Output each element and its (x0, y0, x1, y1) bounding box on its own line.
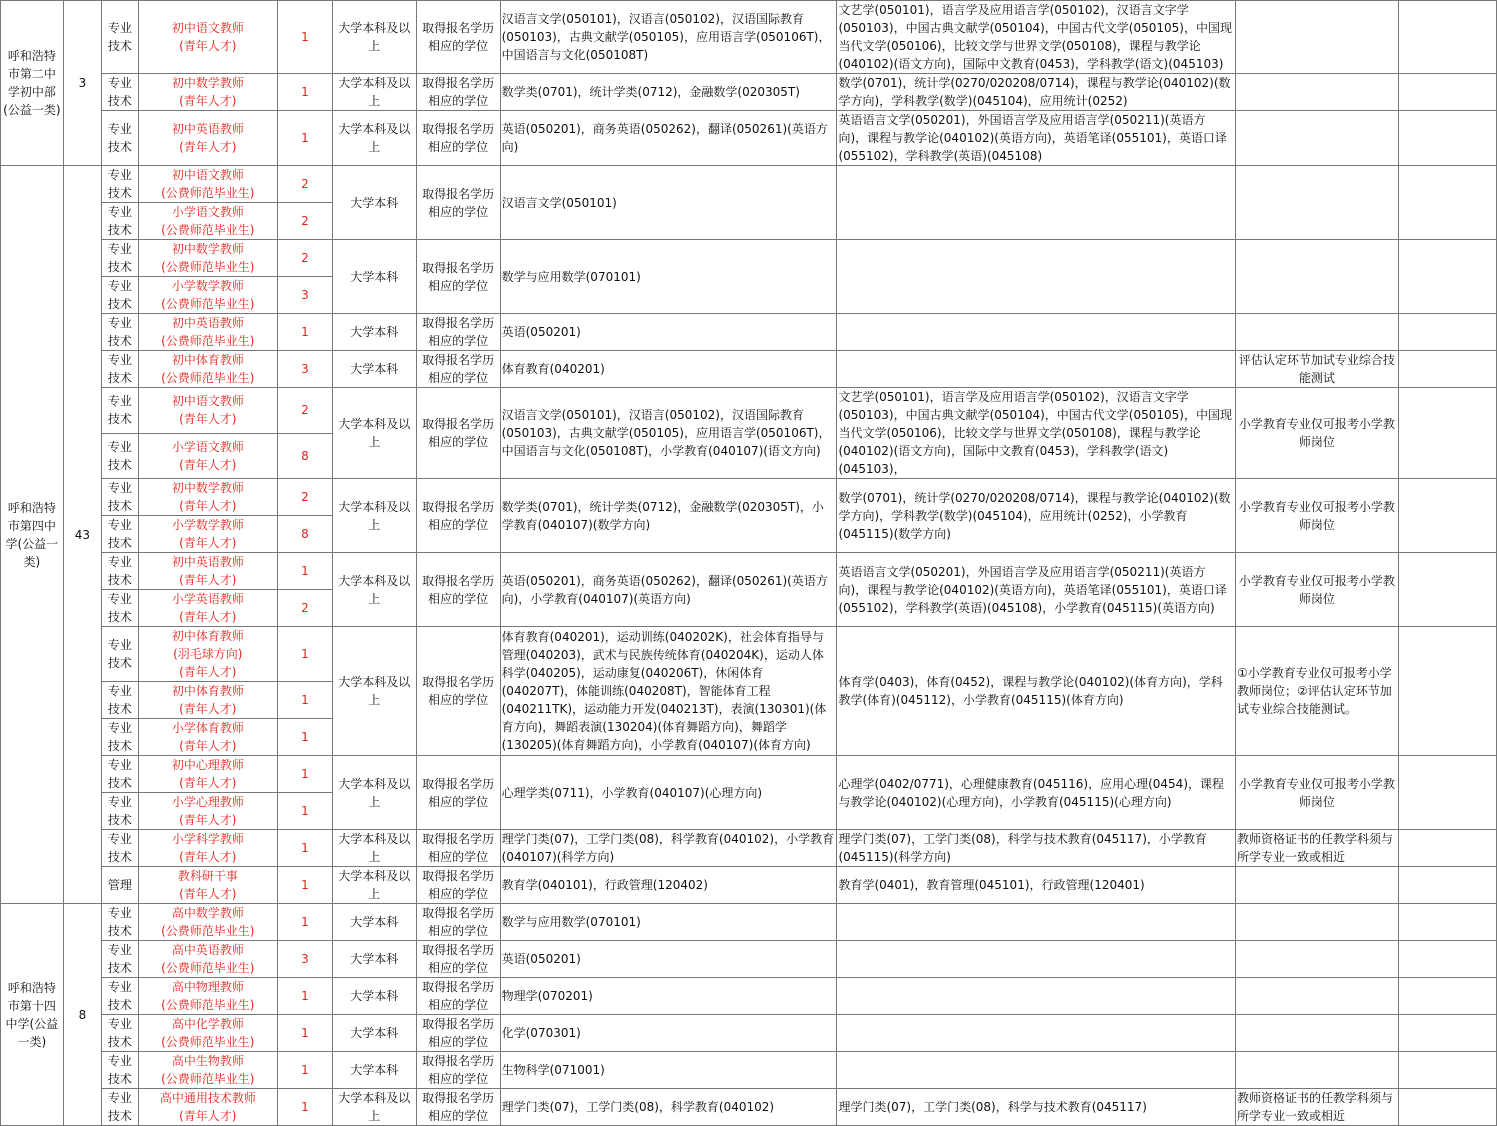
position-count: 2 (278, 590, 333, 627)
position-title (138, 553, 278, 590)
remarks (1398, 314, 1496, 351)
grad-majors: 心理学(0402/0771)，心理健康教育(045116)，应用心理(0454)，课程与教学论(040102)(心理方向)，小学教育(045115)(心理方向) (837, 756, 1236, 830)
position-title (138, 682, 278, 719)
position-type-2: (青年人才) (179, 665, 237, 679)
other-requirements (1235, 867, 1398, 904)
position-name: 初中英语教师 (171, 122, 244, 136)
position-count: 1 (278, 111, 333, 166)
undergrad-majors: 体育教育(040201)，运动训练(040202K)，社会体育指导与管理(040203)，武术与民族传统体育(040204K)，运动人体科学(040205)，运动康复(040206T)，休闲体育(040207T)，体能训练(040208T)，智能体育工程(040211TK)，运动能力开发(040213T)，表演(130301)(体育方向)，舞蹈表演(130204)(体育舞蹈方向)，舞蹈学(130205)(体育舞蹈方向)，小学教育(040107)(体育方向) (500, 627, 837, 756)
degree-requirement: 取得报名学历相应的学位 (416, 240, 500, 314)
degree-requirement: 取得报名学历相应的学位 (416, 74, 500, 111)
position-title (138, 1015, 278, 1052)
table-row (1, 388, 1497, 434)
position-category: 专业技术 (102, 627, 138, 682)
grad-majors (837, 941, 1236, 978)
education-requirement: 大学本科 (332, 904, 416, 941)
position-name: 初中体育教师 (171, 353, 244, 367)
degree-requirement: 取得报名学历相应的学位 (416, 314, 500, 351)
grad-majors (837, 1052, 1236, 1089)
grad-majors: 文艺学(050101)，语言学及应用语言学(050102)，汉语言文字学(050103)，中国古典文献学(050104)，中国古代文学(050105)，中国现当代文学(050106)，比较文学与世界文学(050108)，课程与教学论(040102)(语文方向)，国际中文教育(0453)，学科教学(语文)(045103) (837, 1, 1236, 74)
position-name: 高中通用技术教师 (159, 1091, 256, 1105)
grad-majors (837, 240, 1236, 314)
table-row (1, 627, 1497, 682)
position-type: (青年人才) (179, 776, 237, 790)
position-count: 8 (278, 433, 333, 479)
remarks (1398, 166, 1496, 240)
undergrad-majors: 教育学(040101)，行政管理(120402) (500, 867, 837, 904)
table-row (1, 756, 1497, 793)
position-category: 专业技术 (102, 1015, 138, 1052)
other-requirements (1235, 1015, 1398, 1052)
position-name: 小学英语教师 (171, 592, 244, 606)
position-type: (青年人才) (179, 39, 237, 53)
table-row (1, 479, 1497, 516)
grad-majors (837, 904, 1236, 941)
position-title (138, 941, 278, 978)
unit-total: 8 (63, 904, 101, 1126)
position-title (138, 388, 278, 434)
table-row (1, 240, 1497, 277)
education-requirement: 大学本科 (332, 1052, 416, 1089)
position-type: (公费师范毕业生) (161, 1072, 255, 1086)
degree-requirement: 取得报名学历相应的学位 (416, 351, 500, 388)
position-count: 1 (278, 793, 333, 830)
education-requirement: 大学本科及以上 (332, 553, 416, 627)
unit-name: 呼和浩特市第二中学初中部(公益一类) (1, 1, 64, 166)
position-count: 1 (278, 553, 333, 590)
education-requirement: 大学本科及以上 (332, 627, 416, 756)
position-name: 小学语文教师 (171, 205, 244, 219)
other-requirements (1235, 978, 1398, 1015)
undergrad-majors: 化学(070301) (500, 1015, 837, 1052)
position-name: 初中数学教师 (171, 242, 244, 256)
position-title (138, 627, 278, 682)
position-count: 3 (278, 941, 333, 978)
position-type: (青年人才) (179, 499, 237, 513)
position-count: 1 (278, 756, 333, 793)
position-count: 2 (278, 479, 333, 516)
position-count: 1 (278, 830, 333, 867)
undergrad-majors: 体育教育(040201) (500, 351, 837, 388)
grad-majors (837, 166, 1236, 240)
remarks (1398, 941, 1496, 978)
remarks (1398, 111, 1496, 166)
position-type: (公费师范毕业生) (161, 186, 255, 200)
position-count: 3 (278, 277, 333, 314)
position-category: 专业技术 (102, 590, 138, 627)
other-requirements (1235, 166, 1398, 240)
table-row (1, 111, 1497, 166)
undergrad-majors: 理学门类(07)，工学门类(08)，科学教育(040102)，小学教育(040107)(科学方向) (500, 830, 837, 867)
degree-requirement: 取得报名学历相应的学位 (416, 941, 500, 978)
other-requirements: 小学教育专业仅可报考小学教师岗位 (1235, 388, 1398, 479)
grad-majors: 教育学(0401)，教育管理(045101)，行政管理(120401) (837, 867, 1236, 904)
position-category: 专业技术 (102, 941, 138, 978)
education-requirement: 大学本科 (332, 240, 416, 314)
grad-majors: 理学门类(07)，工学门类(08)，科学与技术教育(045117) (837, 1089, 1236, 1126)
position-category: 专业技术 (102, 203, 138, 240)
position-category: 专业技术 (102, 1089, 138, 1126)
degree-requirement: 取得报名学历相应的学位 (416, 479, 500, 553)
position-type: (青年人才) (179, 573, 237, 587)
position-title (138, 479, 278, 516)
position-name: 初中心理教师 (171, 758, 244, 772)
position-count: 2 (278, 166, 333, 203)
position-count: 1 (278, 867, 333, 904)
position-title (138, 830, 278, 867)
grad-majors: 理学门类(07)，工学门类(08)，科学与技术教育(045117)，小学教育(045115)(科学方向) (837, 830, 1236, 867)
position-count: 1 (278, 74, 333, 111)
grad-majors: 数学(0701)，统计学(0270/020208/0714)，课程与教学论(040102)(数学方向)，学科教学(数学)(045104)，应用统计(0252)，小学教育(045115)(数学方向) (837, 479, 1236, 553)
position-type: (公费师范毕业生) (161, 334, 255, 348)
position-title (138, 590, 278, 627)
position-name: 初中语文教师 (171, 21, 244, 35)
position-category: 专业技术 (102, 719, 138, 756)
remarks (1398, 351, 1496, 388)
position-count: 1 (278, 314, 333, 351)
position-category: 专业技术 (102, 111, 138, 166)
education-requirement: 大学本科及以上 (332, 756, 416, 830)
other-requirements (1235, 240, 1398, 314)
other-requirements (1235, 1, 1398, 74)
table-row (1, 553, 1497, 590)
position-count: 2 (278, 240, 333, 277)
undergrad-majors: 数学与应用数学(070101) (500, 240, 837, 314)
position-count: 2 (278, 388, 333, 434)
position-title (138, 240, 278, 277)
position-title (138, 1089, 278, 1126)
remarks (1398, 553, 1496, 627)
position-name: 高中数学教师 (171, 906, 244, 920)
position-name: 初中英语教师 (171, 555, 244, 569)
position-count: 1 (278, 1089, 333, 1126)
education-requirement: 大学本科及以上 (332, 479, 416, 553)
undergrad-majors: 汉语言文学(050101)，汉语言(050102)，汉语国际教育(050103)，古典文献学(050105)，应用语言学(050106T)，中国语言与文化(050108T) (500, 1, 837, 74)
table-row (1, 1015, 1497, 1052)
remarks (1398, 756, 1496, 830)
position-title (138, 793, 278, 830)
table-row (1, 978, 1497, 1015)
position-name: 初中数学教师 (171, 76, 244, 90)
position-category: 专业技术 (102, 479, 138, 516)
position-title (138, 314, 278, 351)
grad-majors (837, 1015, 1236, 1052)
undergrad-majors: 数学与应用数学(070101) (500, 904, 837, 941)
position-category: 专业技术 (102, 978, 138, 1015)
position-title (138, 904, 278, 941)
position-name: 高中英语教师 (171, 943, 244, 957)
position-type: (公费师范毕业生) (161, 371, 255, 385)
undergrad-majors: 生物科学(071001) (500, 1052, 837, 1089)
other-requirements (1235, 111, 1398, 166)
position-category: 专业技术 (102, 1052, 138, 1089)
degree-requirement: 取得报名学历相应的学位 (416, 388, 500, 479)
position-title (138, 111, 278, 166)
position-category: 专业技术 (102, 277, 138, 314)
degree-requirement: 取得报名学历相应的学位 (416, 830, 500, 867)
degree-requirement: 取得报名学历相应的学位 (416, 111, 500, 166)
position-type: (青年人才) (179, 702, 237, 716)
remarks (1398, 904, 1496, 941)
position-type: (青年人才) (179, 457, 237, 472)
degree-requirement: 取得报名学历相应的学位 (416, 1015, 500, 1052)
undergrad-majors: 心理学类(0711)，小学教育(040107)(心理方向) (500, 756, 837, 830)
position-type: (羽毛球方向) (173, 647, 243, 661)
education-requirement: 大学本科及以上 (332, 1, 416, 74)
table-row (1, 166, 1497, 203)
education-requirement: 大学本科及以上 (332, 1089, 416, 1126)
grad-majors: 英语语言文学(050201)，外国语言学及应用语言学(050211)(英语方向)，课程与教学论(040102)(英语方向)，英语笔译(055101)，英语口译(055102)，学科教学(英语)(045108)，小学教育(045115)(英语方向) (837, 553, 1236, 627)
other-requirements: 小学教育专业仅可报考小学教师岗位 (1235, 479, 1398, 553)
other-requirements (1235, 74, 1398, 111)
position-type: (青年人才) (179, 887, 237, 901)
other-requirements: 小学教育专业仅可报考小学教师岗位 (1235, 553, 1398, 627)
other-requirements: ①小学教育专业仅可报考小学教师岗位；②评估认定环节加试专业综合技能测试。 (1235, 627, 1398, 756)
remarks (1398, 1, 1496, 74)
unit-total: 43 (63, 166, 101, 904)
table-row (1, 1089, 1497, 1126)
undergrad-majors: 数学类(0701)，统计学类(0712)，金融数学(020305T)，小学教育(040107)(数学方向) (500, 479, 837, 553)
education-requirement: 大学本科 (332, 314, 416, 351)
position-type: (公费师范毕业生) (161, 998, 255, 1012)
remarks (1398, 388, 1496, 479)
other-requirements (1235, 1052, 1398, 1089)
position-title (138, 203, 278, 240)
education-requirement: 大学本科 (332, 941, 416, 978)
position-category: 专业技术 (102, 314, 138, 351)
position-type: (公费师范毕业生) (161, 924, 255, 938)
degree-requirement: 取得报名学历相应的学位 (416, 904, 500, 941)
position-count: 1 (278, 627, 333, 682)
education-requirement: 大学本科及以上 (332, 111, 416, 166)
education-requirement: 大学本科及以上 (332, 74, 416, 111)
undergrad-majors: 英语(050201) (500, 314, 837, 351)
table-row (1, 830, 1497, 867)
table-row (1, 1052, 1497, 1089)
position-name: 小学数学教师 (171, 518, 244, 532)
position-type: (公费师范毕业生) (161, 1035, 255, 1049)
table-body (1, 1, 1497, 1126)
position-name: 高中物理教师 (171, 980, 244, 994)
position-category: 专业技术 (102, 388, 138, 434)
position-category: 专业技术 (102, 756, 138, 793)
table-row (1, 867, 1497, 904)
position-title (138, 719, 278, 756)
position-count: 1 (278, 1052, 333, 1089)
remarks (1398, 479, 1496, 553)
undergrad-majors: 汉语言文学(050101)，汉语言(050102)，汉语国际教育(050103)，古典文献学(050105)，应用语言学(050106T)，中国语言与文化(050108T)，小学教育(040107)(语文方向) (500, 388, 837, 479)
grad-majors (837, 314, 1236, 351)
position-category: 管理 (102, 867, 138, 904)
other-requirements: 评估认定环节加试专业综合技能测试 (1235, 351, 1398, 388)
undergrad-majors: 英语(050201)，商务英语(050262)，翻译(050261)(英语方向)，小学教育(040107)(英语方向) (500, 553, 837, 627)
position-title (138, 277, 278, 314)
position-title (138, 867, 278, 904)
position-type: (青年人才) (179, 140, 237, 154)
degree-requirement: 取得报名学历相应的学位 (416, 978, 500, 1015)
grad-majors: 数学(0701)，统计学(0270/020208/0714)，课程与教学论(040102)(数学方向)，学科教学(数学)(045104)，应用统计(0252) (837, 74, 1236, 111)
position-name: 初中语文教师 (171, 168, 244, 182)
position-category: 专业技术 (102, 904, 138, 941)
education-requirement: 大学本科及以上 (332, 388, 416, 479)
table-row (1, 1, 1497, 74)
other-requirements: 小学教育专业仅可报考小学教师岗位 (1235, 756, 1398, 830)
grad-majors: 英语语言文学(050201)，外国语言学及应用语言学(050211)(英语方向)，课程与教学论(040102)(英语方向)，英语笔译(055101)，英语口译(055102)，学科教学(英语)(045108) (837, 111, 1236, 166)
degree-requirement: 取得报名学历相应的学位 (416, 1052, 500, 1089)
position-category: 专业技术 (102, 1, 138, 74)
position-title (138, 74, 278, 111)
undergrad-majors: 英语(050201)，商务英语(050262)，翻译(050261)(英语方向) (500, 111, 837, 166)
position-title (138, 756, 278, 793)
position-category: 专业技术 (102, 793, 138, 830)
position-category: 专业技术 (102, 682, 138, 719)
undergrad-majors: 英语(050201) (500, 941, 837, 978)
position-category: 专业技术 (102, 351, 138, 388)
position-name: 教科研干事 (177, 869, 238, 883)
position-title (138, 1, 278, 74)
position-name: 初中体育教师 (171, 684, 244, 698)
position-name: 小学语文教师 (171, 439, 244, 454)
degree-requirement: 取得报名学历相应的学位 (416, 867, 500, 904)
position-type: (青年人才) (179, 1109, 237, 1123)
position-name: 小学科学教师 (171, 832, 244, 846)
remarks (1398, 1015, 1496, 1052)
grad-majors: 体育学(0403)，体育(0452)，课程与教学论(040102)(体育方向)，学科教学(体育)(045112)，小学教育(045115)(体育方向) (837, 627, 1236, 756)
remarks (1398, 830, 1496, 867)
position-type: (青年人才) (179, 94, 237, 108)
education-requirement: 大学本科及以上 (332, 830, 416, 867)
other-requirements: 教师资格证书的任教学科须与所学专业一致或相近 (1235, 830, 1398, 867)
position-category: 专业技术 (102, 553, 138, 590)
position-type: (公费师范毕业生) (161, 260, 255, 274)
other-requirements (1235, 314, 1398, 351)
position-count: 1 (278, 682, 333, 719)
degree-requirement: 取得报名学历相应的学位 (416, 1, 500, 74)
position-name: 小学体育教师 (171, 721, 244, 735)
position-category: 专业技术 (102, 516, 138, 553)
position-category: 专业技术 (102, 240, 138, 277)
position-name: 高中生物教师 (171, 1054, 244, 1068)
position-name: 高中化学教师 (171, 1017, 244, 1031)
position-title (138, 1052, 278, 1089)
position-count: 1 (278, 1015, 333, 1052)
position-name: 初中语文教师 (171, 394, 244, 409)
education-requirement: 大学本科 (332, 1015, 416, 1052)
position-title (138, 166, 278, 203)
education-requirement: 大学本科 (332, 978, 416, 1015)
position-count: 1 (278, 1, 333, 74)
table-row (1, 351, 1497, 388)
position-title (138, 978, 278, 1015)
unit-name: 呼和浩特市第四中学(公益一类) (1, 166, 64, 904)
undergrad-majors: 物理学(070201) (500, 978, 837, 1015)
position-count: 8 (278, 516, 333, 553)
position-type: (青年人才) (179, 412, 237, 427)
position-type: (青年人才) (179, 536, 237, 550)
position-title (138, 516, 278, 553)
remarks (1398, 867, 1496, 904)
degree-requirement: 取得报名学历相应的学位 (416, 553, 500, 627)
position-name: 初中体育教师 (171, 629, 244, 643)
education-requirement: 大学本科 (332, 166, 416, 240)
position-count: 2 (278, 203, 333, 240)
education-requirement: 大学本科 (332, 351, 416, 388)
position-name: 小学数学教师 (171, 279, 244, 293)
degree-requirement: 取得报名学历相应的学位 (416, 627, 500, 756)
other-requirements (1235, 904, 1398, 941)
position-type: (公费师范毕业生) (161, 297, 255, 311)
grad-majors (837, 978, 1236, 1015)
position-count: 1 (278, 978, 333, 1015)
table-row (1, 904, 1497, 941)
position-category: 专业技术 (102, 830, 138, 867)
position-count: 3 (278, 351, 333, 388)
position-type: (青年人才) (179, 850, 237, 864)
position-category: 专业技术 (102, 74, 138, 111)
position-type: (青年人才) (179, 813, 237, 827)
position-count: 1 (278, 719, 333, 756)
remarks (1398, 1052, 1496, 1089)
undergrad-majors: 汉语言文学(050101) (500, 166, 837, 240)
position-title (138, 433, 278, 479)
undergrad-majors: 数学类(0701)，统计学类(0712)，金融数学(020305T) (500, 74, 837, 111)
table-row (1, 941, 1497, 978)
remarks (1398, 627, 1496, 756)
grad-majors (837, 351, 1236, 388)
table-row (1, 314, 1497, 351)
position-type: (青年人才) (179, 610, 237, 624)
education-requirement: 大学本科及以上 (332, 867, 416, 904)
position-type: (公费师范毕业生) (161, 223, 255, 237)
remarks (1398, 1089, 1496, 1126)
position-category: 专业技术 (102, 166, 138, 203)
remarks (1398, 978, 1496, 1015)
undergrad-majors: 理学门类(07)，工学门类(08)，科学教育(040102) (500, 1089, 837, 1126)
position-type: (青年人才) (179, 739, 237, 753)
position-title (138, 351, 278, 388)
grad-majors: 文艺学(050101)，语言学及应用语言学(050102)，汉语言文字学(050103)，中国古典文献学(050104)，中国古代文学(050105)，中国现当代文学(050106)，比较文学与世界文学(050108)，课程与教学论(040102)(语文方向)，国际中文教育(0453)，学科教学(语文)(045103)， (837, 388, 1236, 479)
degree-requirement: 取得报名学历相应的学位 (416, 756, 500, 830)
degree-requirement: 取得报名学历相应的学位 (416, 166, 500, 240)
unit-name: 呼和浩特市第十四中学(公益一类) (1, 904, 64, 1126)
position-type: (公费师范毕业生) (161, 961, 255, 975)
position-name: 小学心理教师 (171, 795, 244, 809)
other-requirements (1235, 941, 1398, 978)
degree-requirement: 取得报名学历相应的学位 (416, 1089, 500, 1126)
remarks (1398, 74, 1496, 111)
position-category: 专业技术 (102, 433, 138, 479)
position-name: 初中数学教师 (171, 481, 244, 495)
table-row (1, 74, 1497, 111)
position-name: 初中英语教师 (171, 316, 244, 330)
unit-total: 3 (63, 1, 101, 166)
other-requirements: 教师资格证书的任教学科须与所学专业一致或相近 (1235, 1089, 1398, 1126)
remarks (1398, 240, 1496, 314)
position-count: 1 (278, 904, 333, 941)
